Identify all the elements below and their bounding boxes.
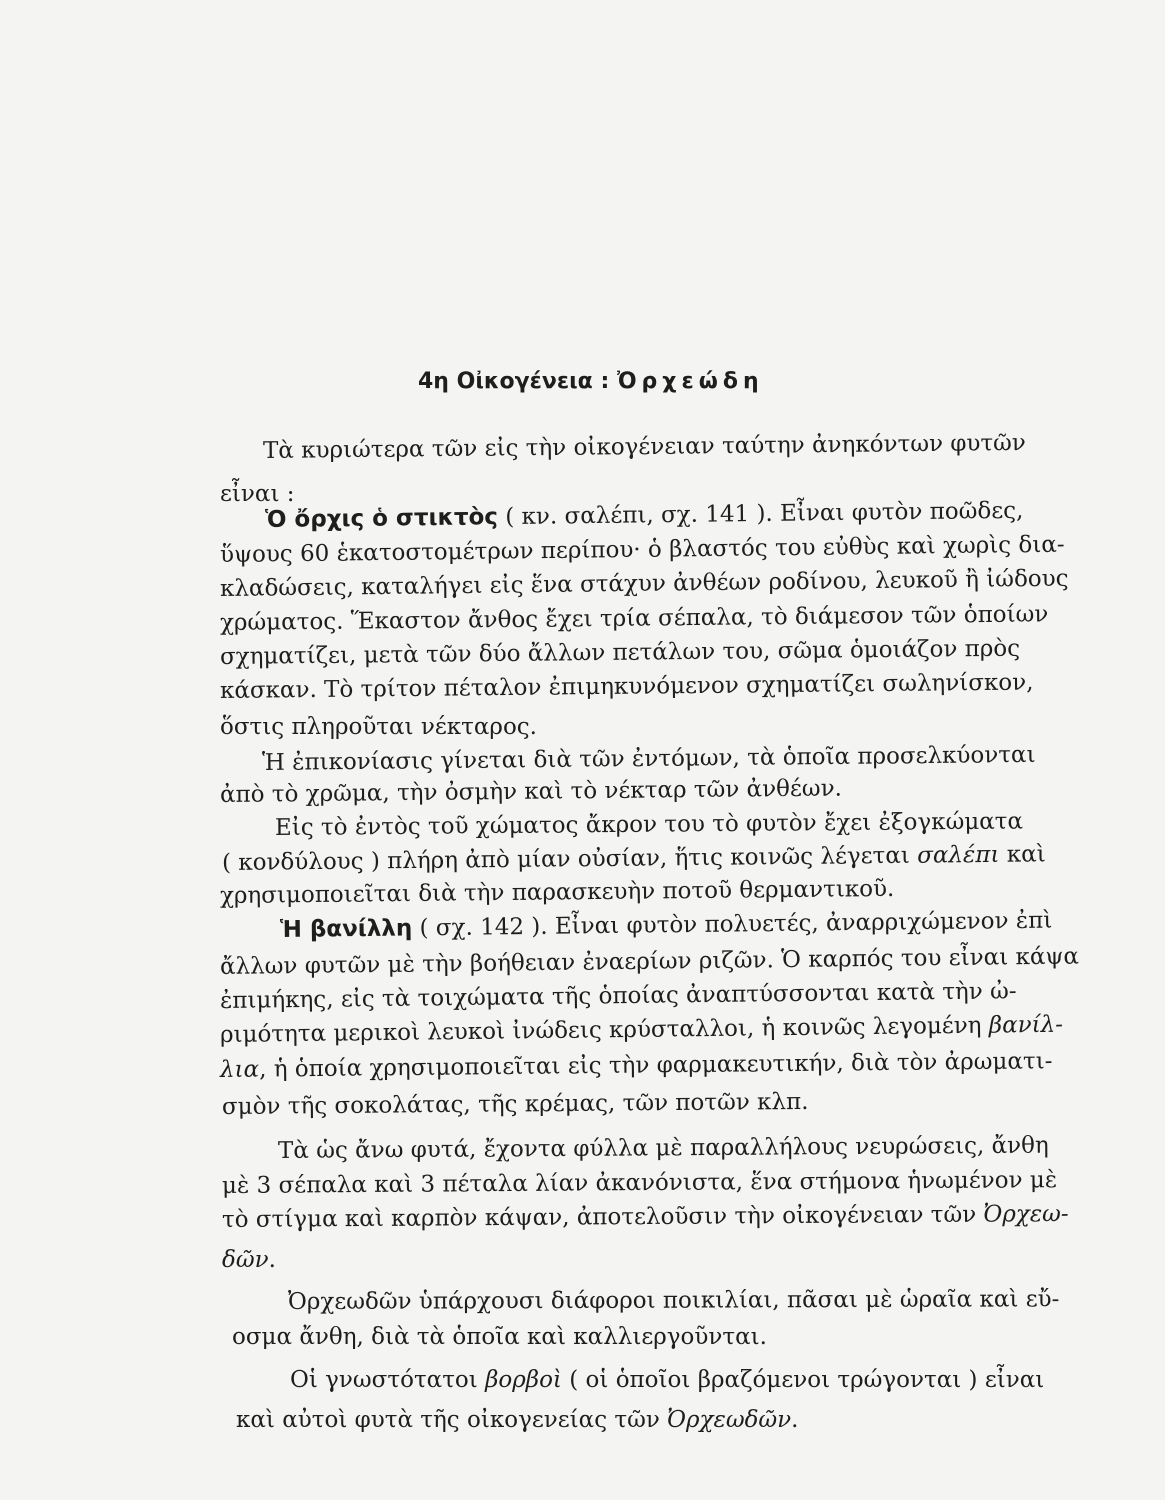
paragraph-line: ἐπιμήκης, εἰς τὰ τοιχώματα τῆς ὁποίας ἀναπτύσσονται κατὰ τὴν ὠ- (219, 978, 1017, 1014)
italic-term: λια (219, 1056, 260, 1083)
paragraph-line: ἄλλων φυτῶν μὲ τὴν βοήθειαν ἐναερίων ριζῶν. Ὁ καρπός του εἶναι κάψα (219, 943, 1080, 980)
paragraph-line: Εἰς τὸ ἐντὸς τοῦ χώματος ἄκρον του τὸ φυτὸν ἔχει ἐξογκώματα (274, 808, 1024, 841)
paragraph-line: χρώματος. Ἕκαστον ἄνθος ἔχει τρία σέπαλα, τὸ διάμεσον τῶν ὁποίων (219, 601, 1049, 636)
section-heading (418, 367, 764, 397)
italic-term: βορβοὶ (485, 1367, 562, 1393)
paragraph-line: οσμα ἄνθη, διὰ τὰ ὁποῖα καὶ καλλιεργοῦνται. (232, 1324, 767, 1350)
paragraph-line: τὸ στίγμα καὶ καρπὸν κάψαν, ἀποτελοῦσιν τὴν οἰκογένειαν τῶν Ὀρχεω- (221, 1201, 1069, 1233)
heading-prefix: 4η Οἰκογένεια : (418, 369, 610, 394)
paragraph-line: ἀπὸ τὸ χρῶμα, τὴν ὀσμὴν καὶ τὸ νέκταρ τῶν ἀνθέων. (219, 775, 843, 808)
paragraph-line: κλαδώσεις, καταλήγει εἰς ἕνα στάχυν ἀνθέων ροδίνου, λευκοῦ ἢ ἰώδους (219, 565, 1069, 602)
paragraph-line: ὕψους 60 ἑκατοστομέτρων περίπου· ὁ βλαστός του εὐθὺς καὶ χωρὶς δια- (219, 531, 1065, 568)
paragraph-line: ὅστις πληροῦται νέκταρος. (220, 714, 537, 740)
paragraph-line: δῶν. (222, 1247, 276, 1273)
paragraph-line: Τὰ ὡς ἄνω φυτά, ἔχοντα φύλλα μὲ παραλλήλους νευρώσεις, ἄνθη (277, 1132, 1049, 1164)
paragraph-line: χρησιμοποιεῖται διὰ τὴν παρασκευὴν ποτοῦ θερμαντικοῦ. (219, 875, 895, 909)
italic-term: σαλέπι (917, 841, 1000, 869)
paragraph-line: Ὀρχεωδῶν ὑπάρχουσι διάφοροι ποικιλίαι, πᾶσαι μὲ ὡραῖα καὶ εὔ- (287, 1286, 1060, 1315)
paragraph-line: Ἡ βανίλλη ( σχ. 142 ). Εἶναι φυτὸν πολυετές, ἀναρριχώμενον ἐπὶ (279, 907, 1053, 943)
paragraph-line: καὶ αὐτοὶ φυτὰ τῆς οἰκογενείας τῶν Ὀρχεωδῶν. (236, 1407, 799, 1433)
paragraph-line: Τὰ κυριώτερα τῶν εἰς τὴν οἰκογένειαν ταύτην ἀνηκόντων φυτῶν (262, 430, 1026, 464)
italic-term: δῶν (222, 1247, 269, 1273)
paragraph-line: λια, ἡ ὁποία χρησιμοποιεῖται εἰς τὴν φαρμακευτικήν, διὰ τὸν ἀρωματι- (219, 1048, 1053, 1083)
species-name: Ὁ ὄρχις ὁ στικτὸς (264, 504, 499, 533)
italic-term: βανίλ- (988, 1011, 1064, 1039)
paragraph-line: ( κονδύλους ) πλήρη ἀπὸ μίαν οὐσίαν, ἥτις κοινῶς λέγεται σαλέπι καὶ (221, 841, 1046, 876)
paragraph-line: Οἱ γνωστότατοι βορβοὶ ( οἱ ὁποῖοι βραζόμενοι τρώγονται ) εἶναι (290, 1367, 1045, 1393)
italic-term: Ὀρχεωδῶν (667, 1407, 792, 1433)
paragraph-line: εἶναι : (220, 481, 295, 507)
paragraph-line: μὲ 3 σέπαλα καὶ 3 πέταλα λίαν ἀκανόνιστα, ἕνα στήμονα ἡνωμένον μὲ (221, 1167, 1058, 1199)
paragraph-line: κάσκαν. Τὸ τρίτον πέταλον ἐπιμηκυνόμενον σχηματίζει σωληνίσκον, (219, 669, 1034, 704)
paragraph-line: Ὁ ὄρχις ὁ στικτὸς ( κν. σαλέπι, σχ. 141 ). Εἶναι φυτὸν ποῶδες, (264, 497, 1024, 533)
species-name: Ἡ βανίλλη (279, 915, 413, 943)
heading-family-name: Ὀρχεώδη (616, 369, 764, 394)
paragraph-line: σμὸν τῆς σοκολάτας, τῆς κρέμας, τῶν ποτῶν κλπ. (221, 1088, 809, 1120)
paragraph-line: ριμότητα μερικοὶ λευκοὶ ἰνώδεις κρύσταλλοι, ἡ κοινῶς λεγομένη βανίλ- (219, 1011, 1064, 1048)
paragraph-line: Ἡ ἐπικονίασις γίνεται διὰ τῶν ἐντόμων, τὰ ὁποῖα προσελκύονται (261, 741, 1036, 776)
italic-term: Ὀρχεω- (983, 1201, 1069, 1228)
paragraph-line: σχηματίζει, μετὰ τῶν δύο ἄλλων πετάλων του, σῶμα ὁμοιάζον πρὸς (219, 635, 1021, 670)
